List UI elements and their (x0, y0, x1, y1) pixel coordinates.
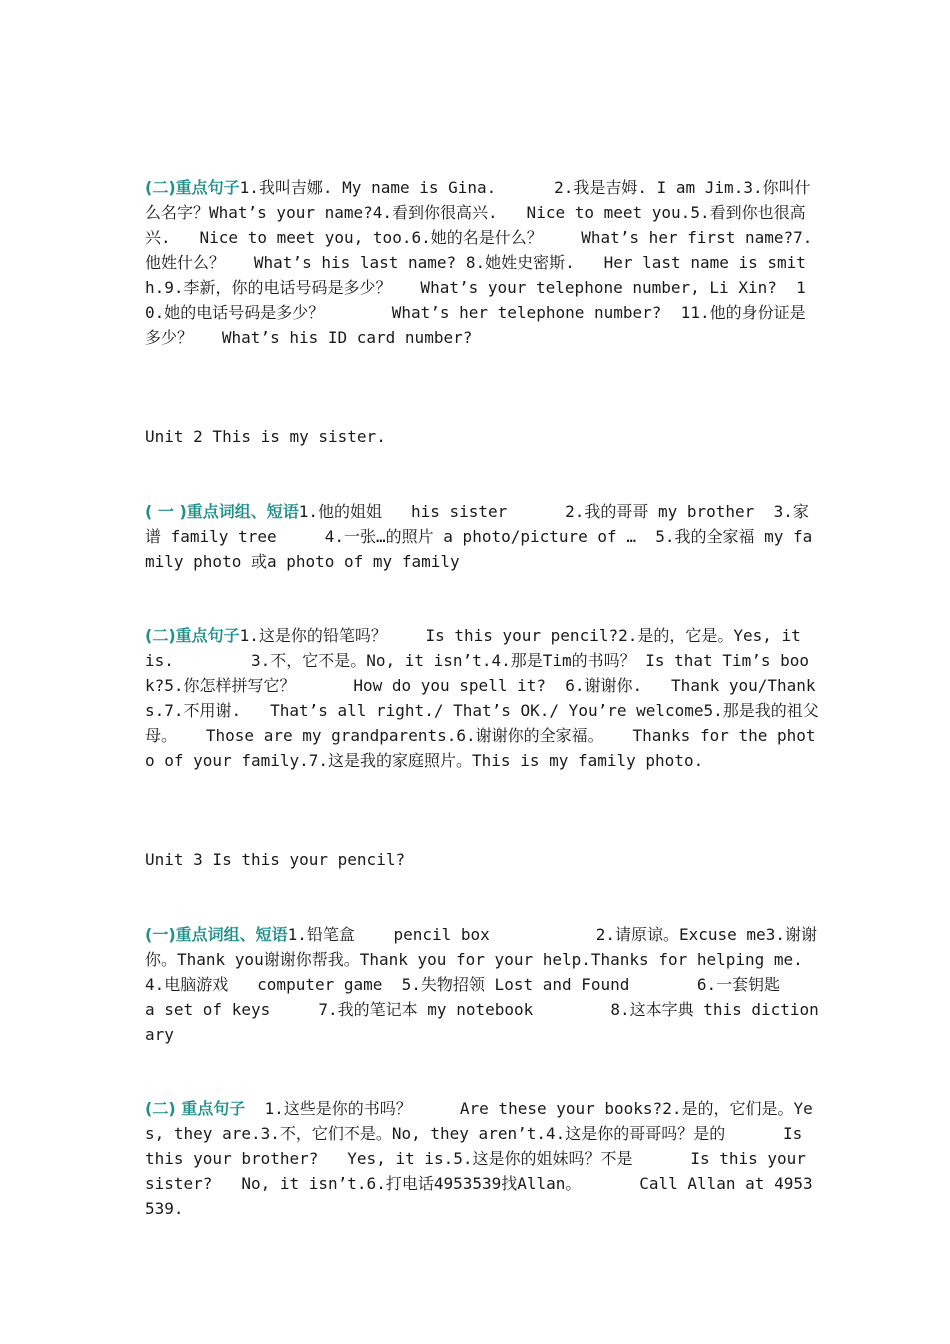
section-heading: (二)重点句子 (145, 178, 240, 197)
section-key-sentences-2 (145, 623, 820, 773)
section-heading: ( 一 )重点词组、短语 (145, 502, 299, 521)
section-body: 1.他的姐姐 his sister 2.我的哥哥 my brother 3.家谱 family tree 4.一张…的照片 a photo/picture of … 5.我的全家福 my family photo 或a photo of my family (145, 502, 813, 571)
section-key-phrases-3 (145, 922, 880, 1047)
section-key-sentences-3 (145, 1096, 820, 1221)
section-heading: (二)重点句子 (145, 626, 240, 645)
section-body: 1.铅笔盒 pencil box 2.请原谅。Excuse me3.谢谢你。Thank you谢谢你帮我。Thank you for your help.Thanks for helping me. 4.电脑游戏 computer game 5.失物招领 Lost and Found 6.一套钥匙 a set of keys 7.我的笔记本 my notebook 8.这本字典 this dictionary (145, 925, 880, 1044)
unit-3-title: Unit 3 Is this your pencil? (145, 850, 406, 869)
section-body: 1.这些是你的书吗？ Are these your books?2.是的，它们是。Yes, they are.3.不，它们不是。No, they aren’t.4.这是你的哥哥吗？是的 Is this your brother? Yes, it is.5.这是你的姐妹吗？不是 Is this your sister? No, it isn’t.6.打电话4953539找Allan。 Call Allan at 4953539. (145, 1099, 816, 1218)
section-key-sentences-1 (145, 175, 820, 350)
section-key-phrases-2 (145, 499, 820, 574)
section-body: 1.我叫吉娜. My name is Gina. 2.我是吉姆. I am Jim.3.你叫什么名字？What’s your name?4.看到你很高兴. Nice to meet you.5.看到你也很高兴. Nice to meet you, too.6.她的名是什么？ What’s her first name?7.他姓什么？ What’s his last name? 8.她姓史密斯. Her last name is smith.9.李新，你的电话号码是多少？ What’s your telephone number, Li Xin? 10.她的电话号码是多少？ What’s her telephone number? 11.他的身份证是多少？ What’s his ID card number? (145, 178, 813, 347)
section-heading: (一)重点词组、短语 (145, 925, 288, 944)
unit-2-title: Unit 2 This is my sister. (145, 427, 386, 446)
section-body: 1.这是你的铅笔吗？ Is this your pencil?2.是的，它是。Yes, it is. 3.不，它不是。No, it isn’t.4.那是Tim的书吗？ Is that Tim’s book?5.你怎样拼写它？ How do you spell it? 6.谢谢你. Thank you/Thanks.7.不用谢. That’s all right./ That’s OK./ You’re welcome5.那是我的祖父母。 Those are my grandparents.6.谢谢你的全家福。 Thanks for the photo of your family.7.这是我的家庭照片。This is my family photo. (145, 626, 819, 770)
section-heading: (二) 重点句子 (145, 1099, 246, 1118)
